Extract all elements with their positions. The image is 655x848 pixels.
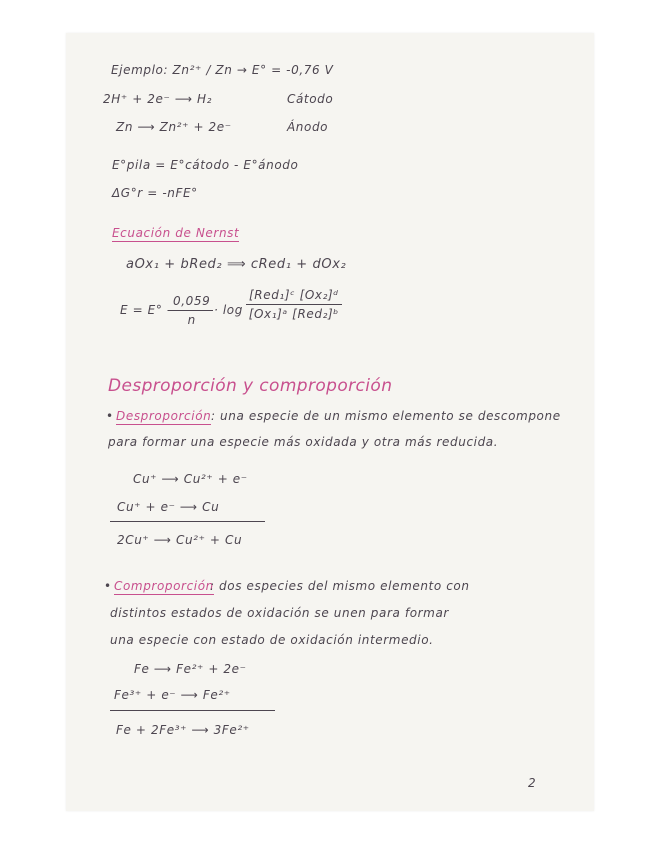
desproporcion-term: Desproporción	[116, 409, 212, 423]
example-cathode-reaction: 2H⁺ + 2e⁻ ⟶ H₂	[103, 92, 213, 106]
nernst-log: · log	[214, 303, 243, 317]
nernst-lhs: E = E° -	[120, 303, 172, 317]
desproporcion-text-line-1: : una especie de un mismo elemento se descompone	[211, 409, 561, 423]
comproporcion-text-line-2: distintos estados de oxidación se unen para formar	[110, 606, 449, 620]
example-anode-label: Ánodo	[287, 120, 329, 134]
example-anode-reaction: Zn ⟶ Zn²⁺ + 2e⁻	[116, 120, 232, 134]
desproporcion-eq-2: Cu⁺ + e⁻ ⟶ Cu	[117, 500, 220, 514]
example-cathode-label: Cátodo	[287, 92, 334, 106]
example-epila-equation: E°pila = E°cátodo - E°ánodo	[112, 158, 299, 172]
desproporcion-text-line-2: para formar una especie más oxidada y otra más reducida.	[108, 435, 499, 449]
nernst-fraction-1	[170, 294, 213, 327]
desproporcion-eq-3: 2Cu⁺ ⟶ Cu²⁺ + Cu	[117, 533, 243, 547]
page-number: 2	[528, 776, 537, 790]
comproporcion-eq-2: Fe³⁺ + e⁻ ⟶ Fe²⁺	[114, 688, 231, 702]
comproporcion-text-line-1: : dos especies del mismo elemento con	[210, 579, 470, 593]
section-title: Desproporción y comproporción	[108, 376, 393, 396]
nernst-frac1-denominator: n	[187, 313, 196, 327]
comproporcion-eq-3: Fe + 2Fe³⁺ ⟶ 3Fe²⁺	[116, 723, 250, 737]
comproporcion-sum-rule	[110, 710, 275, 711]
comproporcion-text-line-3: una especie con estado de oxidación intermedio.	[110, 633, 434, 647]
nernst-frac2-denominator: [Ox₁]ᵃ [Red₂]ᵇ	[248, 307, 340, 321]
comproporcion-term: Comproporción	[114, 579, 214, 593]
desproporcion-bullet: •	[106, 409, 114, 423]
comproporcion-bullet: •	[104, 579, 112, 593]
example-gibbs-equation: ΔG°r = -nFE°	[112, 186, 198, 200]
nernst-title: Ecuación de Nernst	[112, 226, 240, 240]
desproporcion-eq-1: Cu⁺ ⟶ Cu²⁺ + e⁻	[133, 472, 248, 486]
nernst-frac2-numerator: [Red₁]ᶜ [Ox₂]ᵈ	[246, 288, 342, 305]
nernst-fraction-2	[246, 288, 342, 321]
example-line-1: Ejemplo: Zn²⁺ / Zn → E° = -0,76 V	[111, 63, 334, 77]
comproporcion-eq-1: Fe ⟶ Fe²⁺ + 2e⁻	[134, 662, 247, 676]
desproporcion-sum-rule	[110, 521, 265, 522]
nernst-frac1-numerator: 0,059	[170, 294, 213, 311]
nernst-reaction: aOx₁ + bRed₂ ⟹ cRed₁ + dOx₂	[126, 257, 347, 272]
